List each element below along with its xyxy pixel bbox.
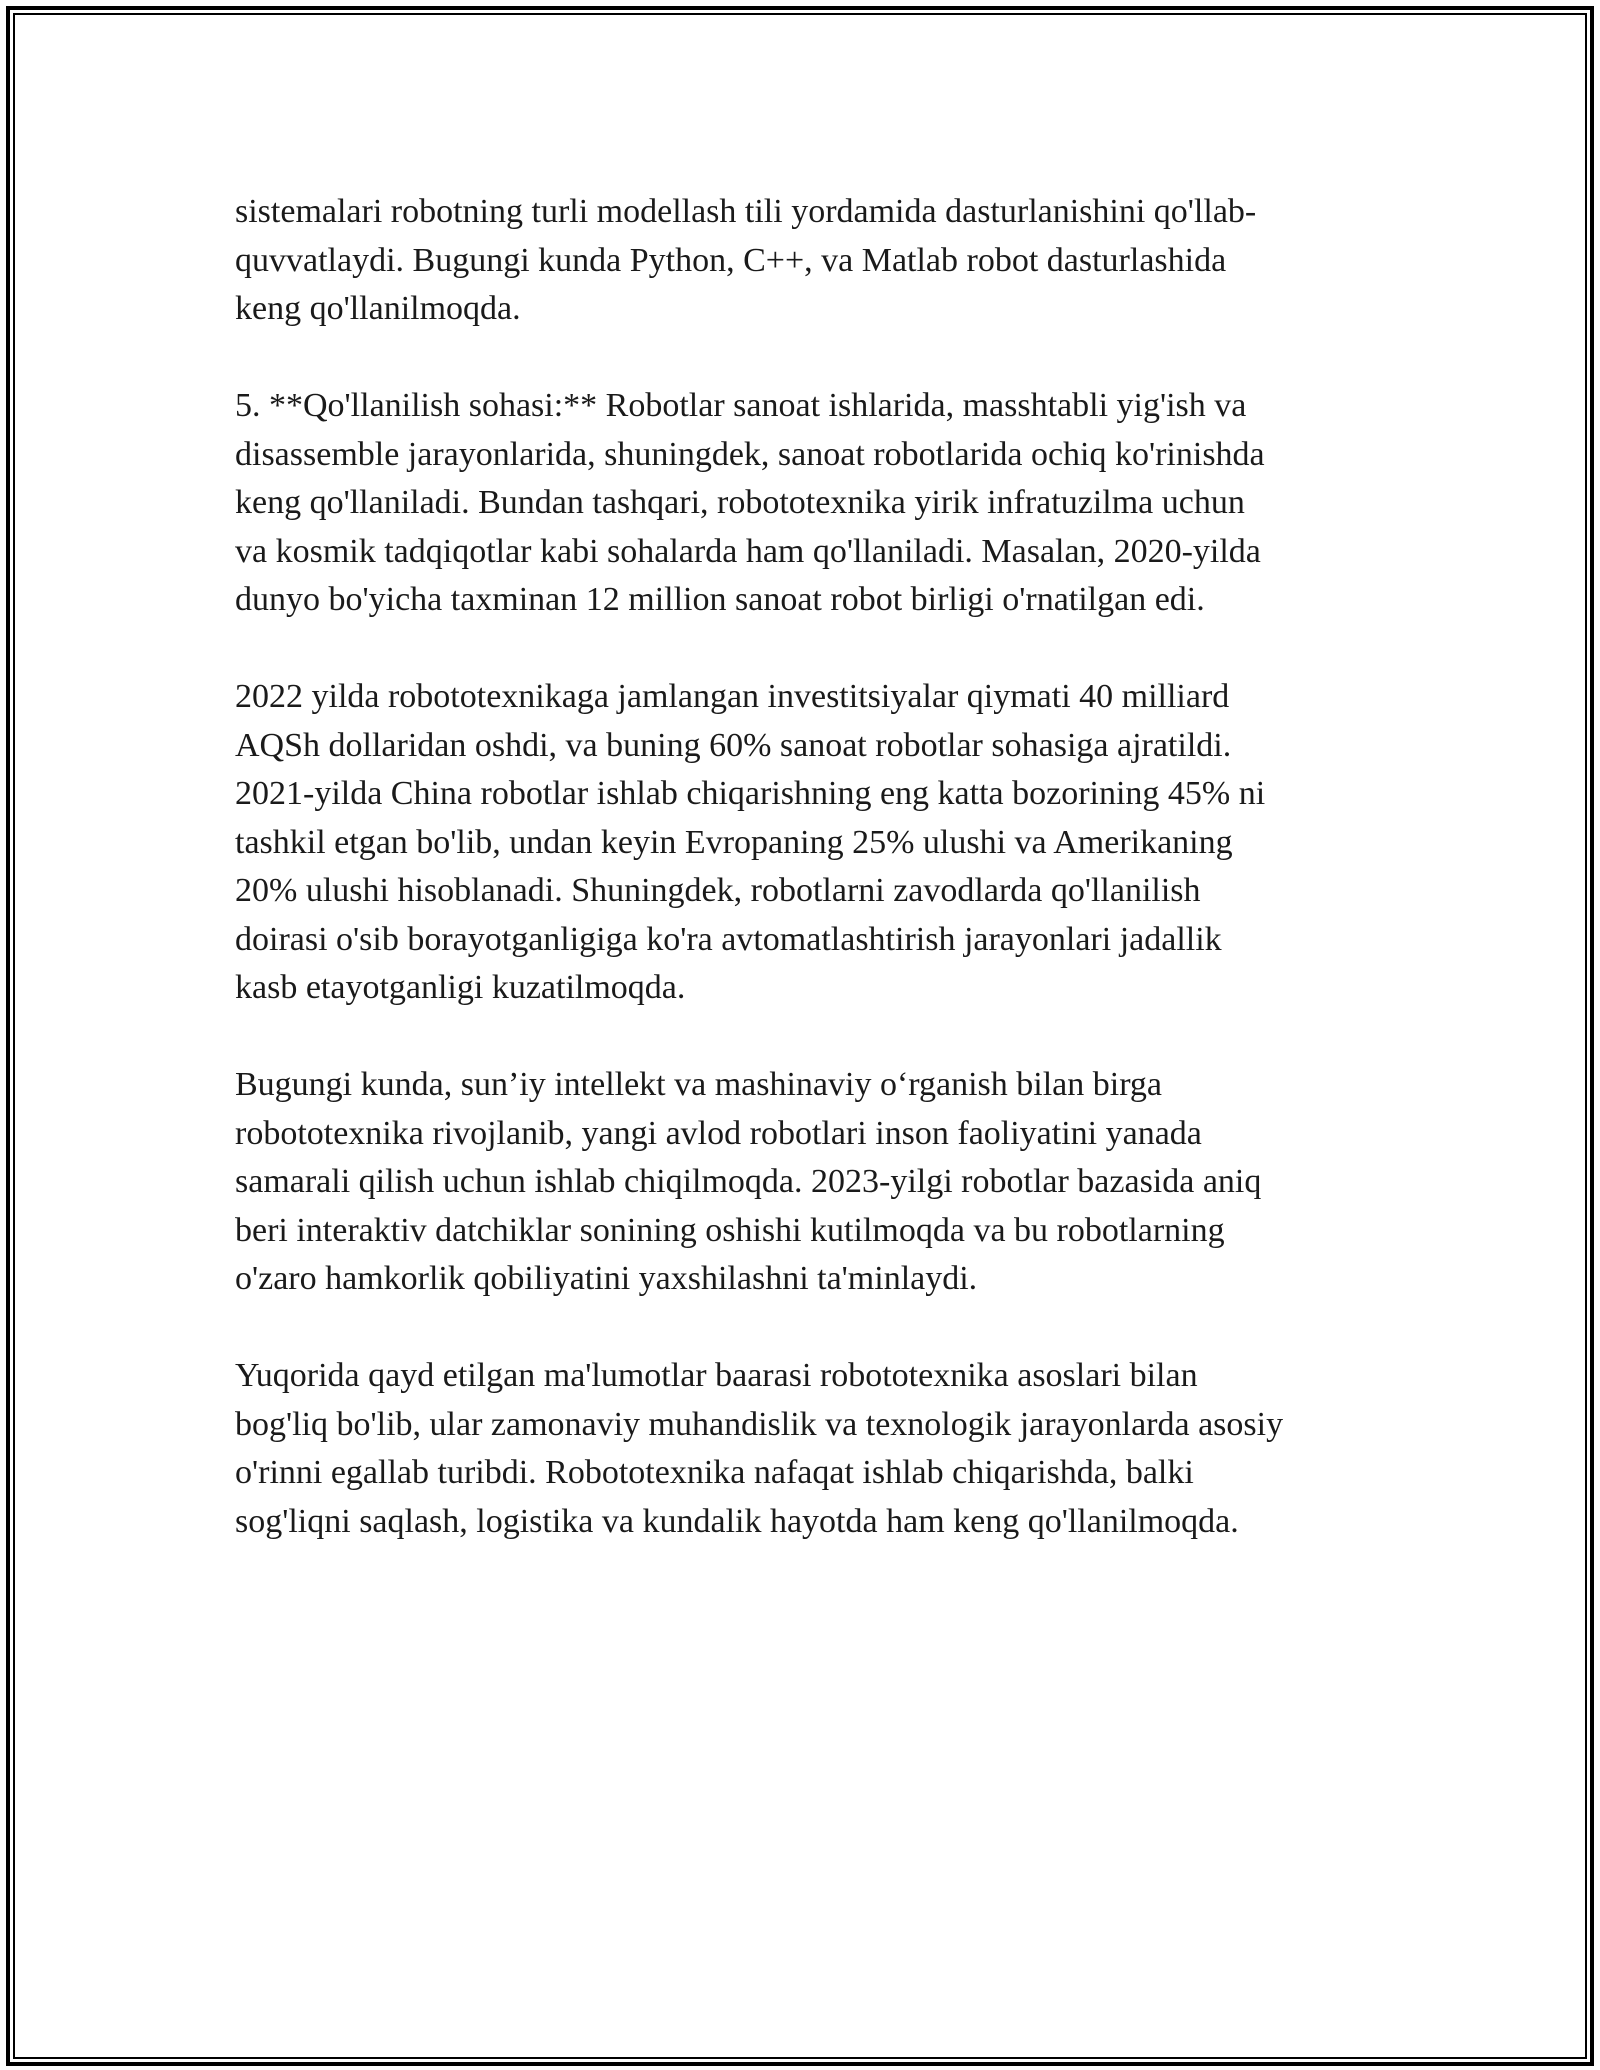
paragraph-ai-development: Bugungi kunda, sun’iy intellekt va mashinaviy o‘rganish bilan birga robototexnika rivojlanib, yangi avlod robotlari inson faoliyatini yanada samarali qilish uchun ishlab chiqilmoqda. 2023-yilgi robotlar bazasida aniq beri interaktiv datchiklar sonining oshishi kutilmoqda va bu robotlarning o'zaro hamkorlik qobiliyatini yaxshilashni ta'minlaydi. (235, 1066, 1262, 1297)
document-body (235, 188, 1375, 1546)
paragraph-conclusion: Yuqorida qayd etilgan ma'lumotlar baarasi robototexnika asoslari bilan bog'liq bo'lib, ular zamonaviy muhandislik va texnologik jarayonlarda asosiy o'rinni egallab turibdi. Robototexnika nafaqat ishlab chiqarishda, balki sog'liqni saqlash, logistika va kundalik hayotda ham keng qo'llanilmoqda. (235, 1357, 1284, 1540)
paragraph-application-area: 5. **Qo'llanilish sohasi:** Robotlar sanoat ishlarida, masshtabli yig'ish va disassemble jarayonlarida, shuningdek, sanoat robotlarida ochiq ko'rinishda keng qo'llaniladi. Bundan tashqari, robototexnika yirik infratuzilma uchun va kosmik tadqiqotlar kabi sohalarda ham qo'llaniladi. Masalan, 2020-yilda dunyo bo'yicha taxminan 12 million sanoat robot birligi o'rnatilgan edi. (235, 387, 1265, 618)
paragraph-programming: sistemalari robotning turli modellash tili yordamida dasturlanishini qo'llab- quvvatlaydi. Bugungi kunda Python, C++, va Matlab robot dasturlashida keng qo'llanilmoqda. (235, 193, 1257, 327)
paragraph-investments: 2022 yilda robototexnikaga jamlangan investitsiyalar qiymati 40 milliard AQSh dollaridan oshdi, va buning 60% sanoat robotlar sohasiga ajratildi. 2021-yilda China robotlar ishlab chiqarishning eng katta bozorining 45% ni tashkil etgan bo'lib, undan keyin Evropaning 25% ulushi va Amerikaning 20% ulushi hisoblanadi. Shuningdek, robotlarni zavodlarda qo'llanilish doirasi o'sib borayotganligiga ko'ra avtomatlashtirish jarayonlari jadallik kasb etayotganligi kuzatilmoqda. (235, 678, 1266, 1006)
